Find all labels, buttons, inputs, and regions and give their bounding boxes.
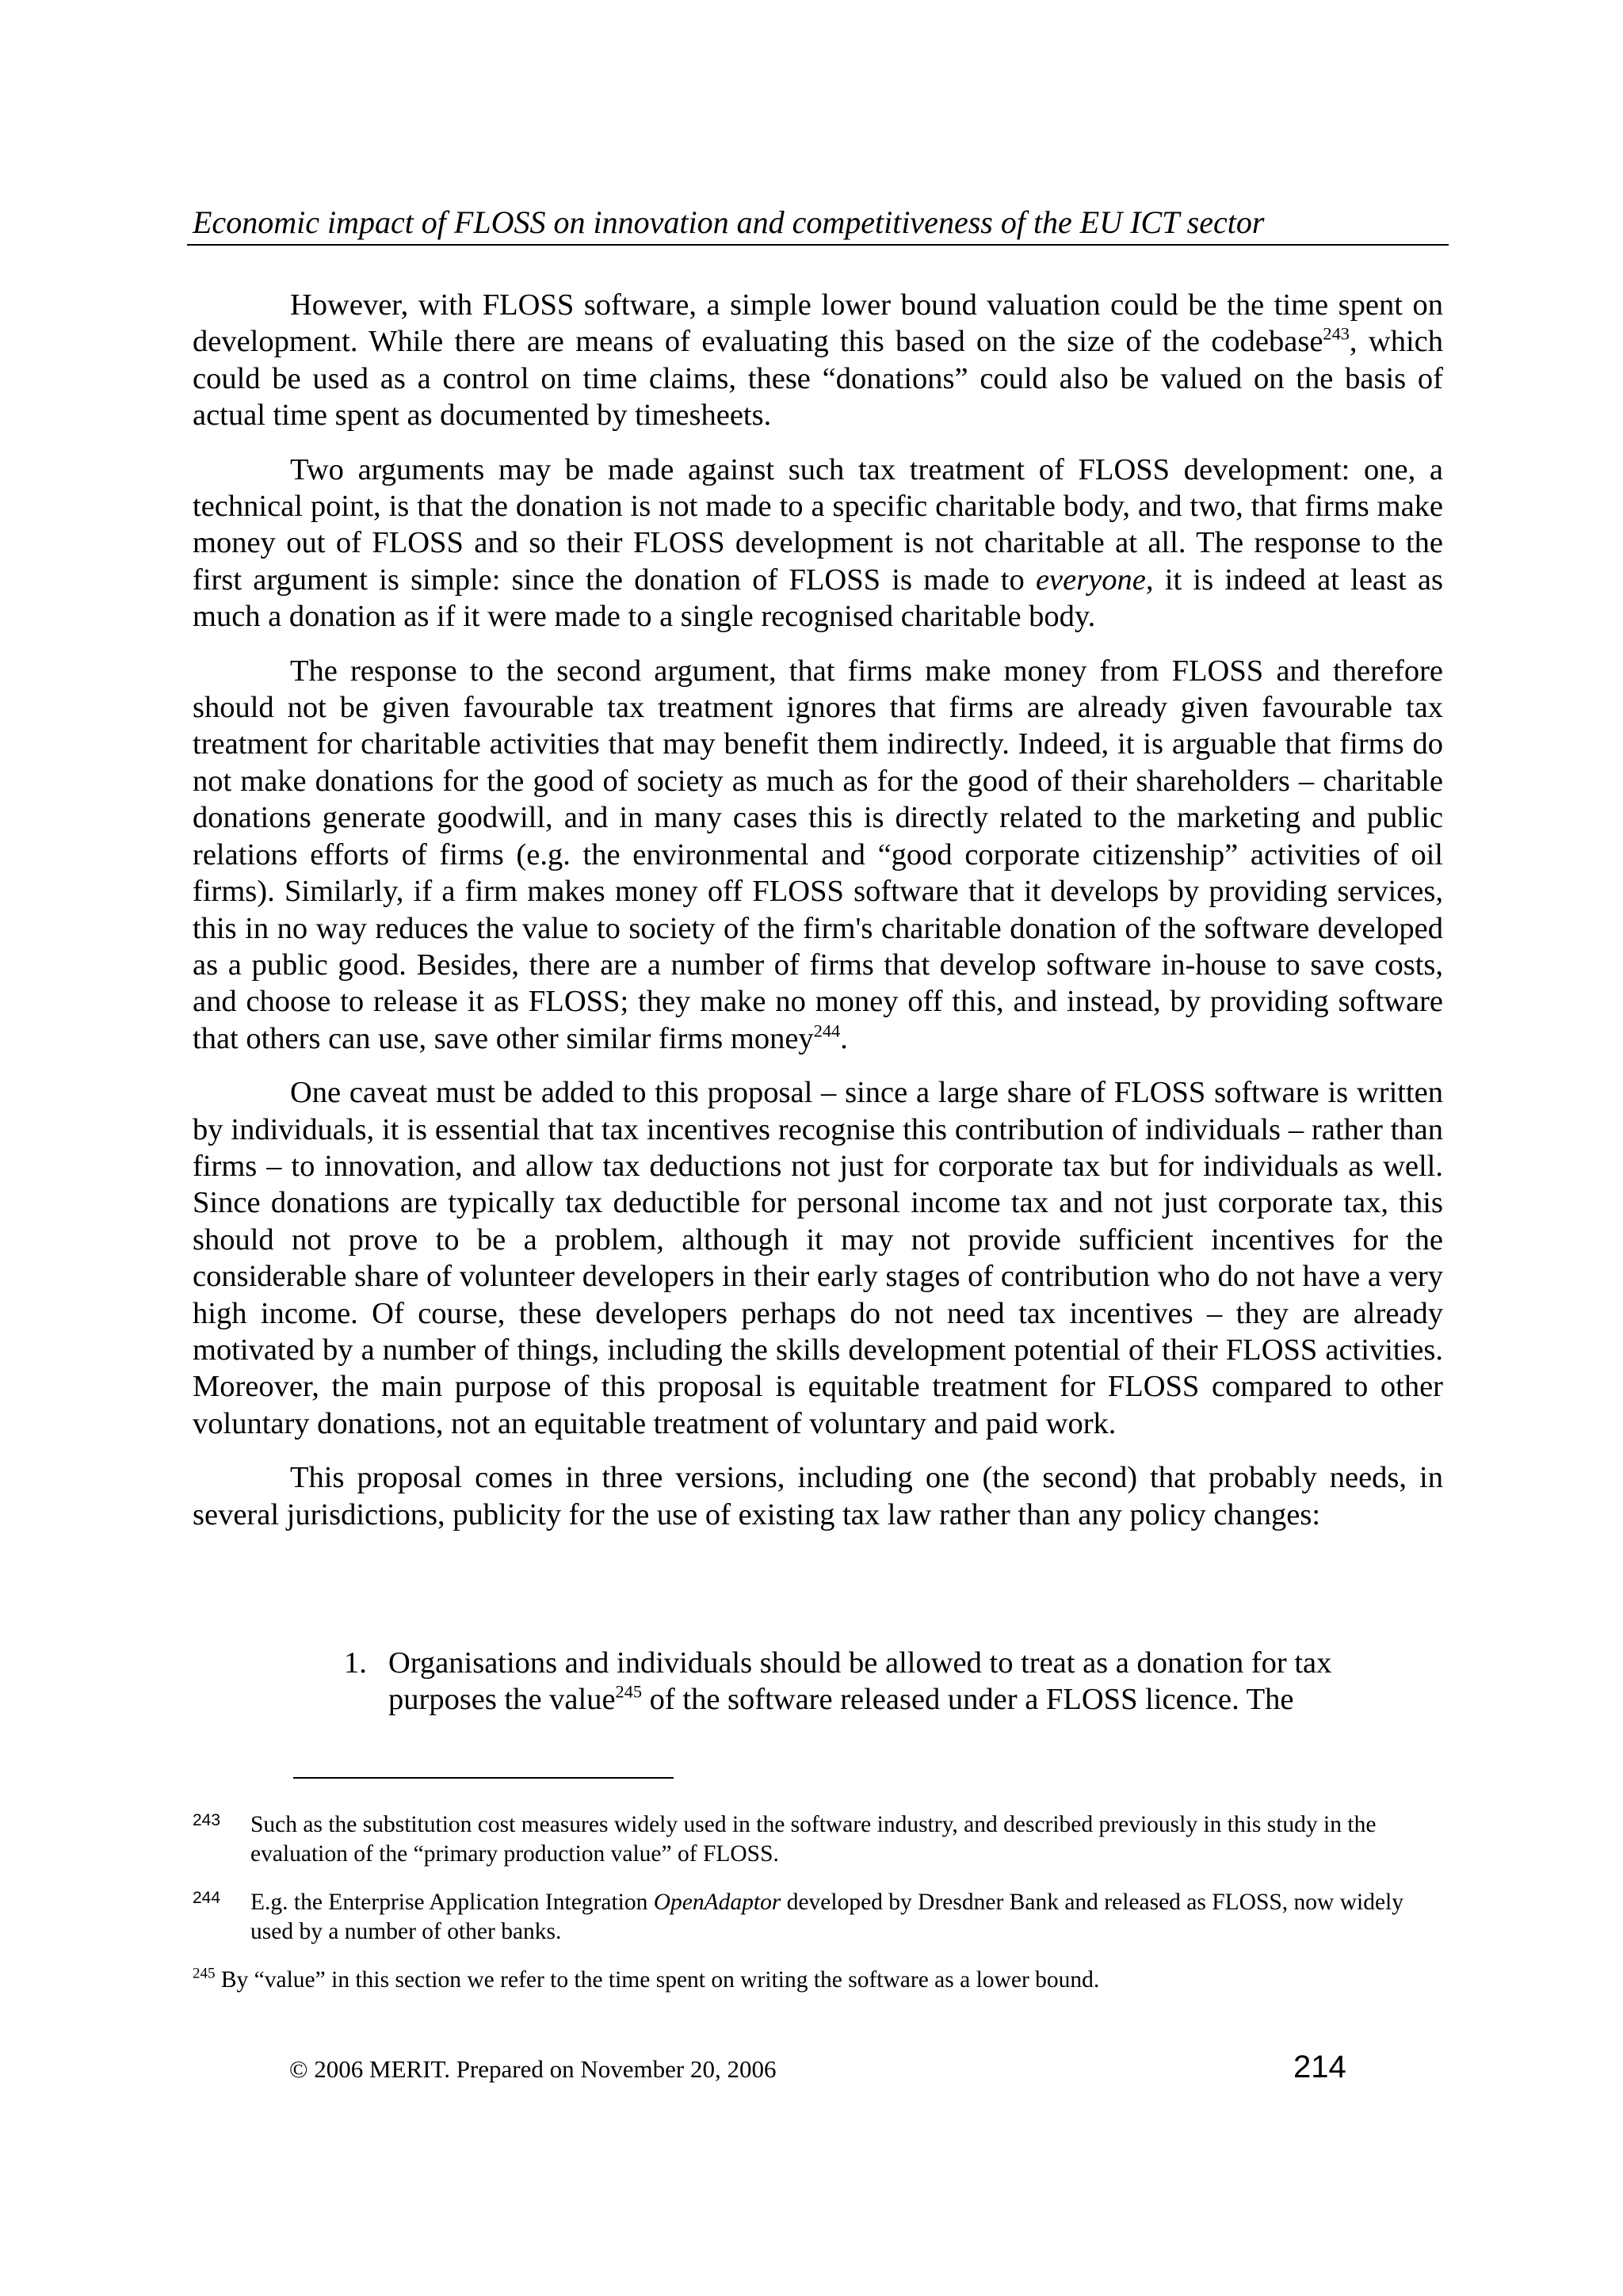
footnote-mark: 243	[193, 1811, 221, 1829]
paragraph-2-emphasis: everyone,	[1035, 563, 1154, 597]
paragraph-3-text-a: The response to the second argument, that firms make money from FLOSS and therefore should not be given favourable tax treatment ignores that firms are already given favourable tax treatment for charitable activities that may benefit them indirectly. Indeed, it is arguable that firms do not make donations for the good of society as much as for the good of their shareholders – charitable donations generate goodwill, and in many cases this is directly related to the marketing and public relations efforts of firms (e.g. the environmental and “good corporate citizenship” activities of oil firms). Similarly, if a firm makes money off FLOSS software that it develops by providing services, this in no way reduces the value to society of the firm's charitable donation of the software developed as a public good. Besides, there are a number of firms that develop software in-house to save costs, and choose to release it as FLOSS; they make no money off this, and instead, by providing software that others can use, save other similar firms money	[193, 654, 1443, 1055]
list-item-text-a: Organisations and individuals should be allowed to treat as a donation for tax purposes the value	[388, 1646, 1332, 1717]
paragraph-1-text-b: , which could be used as a control on time claims, these “donations” could also be valued on the basis of actual time spent as documented by timesheets.	[193, 325, 1443, 433]
paragraph-1-text-a: However, with FLOSS software, a simple lower bound valuation could be the time spent on development. While there are means of evaluating this based on the size of the codebase	[193, 288, 1443, 359]
header-rule	[187, 244, 1449, 246]
page-number: 214	[1293, 2050, 1346, 2084]
footnote-ref-245: 245	[615, 1681, 643, 1702]
footnote-text-b: developed by Dresdner Bank and released as FLOSS, now widely used by a number of other banks.	[250, 1890, 1403, 1944]
footnote-text-a: E.g. the Enterprise Application Integration	[250, 1890, 654, 1915]
paragraph-3	[193, 653, 1443, 1057]
footnote-text: By “value” in this section we refer to the time spent on writing the software as a lower bound.	[215, 1967, 1100, 1993]
paragraph-5: This proposal comes in three versions, including one (the second) that probably needs, in several jurisdictions, publicity for the use of existing tax law rather than any policy changes:	[193, 1461, 1443, 1531]
footnote-separator	[293, 1777, 674, 1779]
footnote-243	[193, 1810, 1445, 1869]
footnote-mark: 244	[193, 1889, 221, 1907]
footnote-text	[250, 1888, 1445, 1947]
footnotes	[193, 1810, 1445, 2014]
paragraph-4: One caveat must be added to this proposal – since a large share of FLOSS software is written by individuals, it is essential that tax incentives recognise this contribution of individuals – rather than firms – to innovation, and allow tax deductions not just for corporate tax but for individuals as well. Since donations are typically tax deductible for personal income tax and not just corporate tax, this should not prove to be a problem, although it may not provide sufficient incentives for the considerable share of volunteer developers in their early stages of contribution who do not have a very high income. Of course, these developers perhaps do not need tax incentives – they are already motivated by a number of things, including the skills development potential of their FLOSS activities. Moreover, the main purpose of this proposal is equitable treatment for FLOSS compared to other voluntary donations, not an equitable treatment of voluntary and paid work.	[193, 1076, 1443, 1440]
paragraph-2-text-a: Two arguments may be made against such tax treatment of FLOSS development: one, a technical point, is that the donation is not made to a specific charitable body, and two, that firms make money out of FLOSS and so their FLOSS development is not charitable at all. The response to the first argument is simple: since the donation of FLOSS is made to	[193, 452, 1443, 597]
paragraph-1	[193, 287, 1443, 434]
paragraph-3-text-b: .	[840, 1021, 848, 1055]
footnote-245	[193, 1966, 1445, 1995]
running-header: Economic impact of FLOSS on innovation and competitiveness of the EU ICT sector	[193, 204, 1265, 240]
footnote-mark: 245	[193, 1965, 216, 1982]
footnote-ref-244: 244	[813, 1020, 841, 1041]
numbered-list-item-1	[344, 1645, 1442, 1718]
footer-copyright: © 2006 MERIT. Prepared on November 20, 2006	[289, 2055, 777, 2083]
footnote-text: Such as the substitution cost measures widely used in the software industry, and described previously in this study in the evaluation of the “primary production value” of FLOSS.	[250, 1812, 1377, 1867]
list-item-text-b: of the software released under a FLOSS licence. The	[642, 1683, 1294, 1717]
paragraph-2	[193, 452, 1443, 635]
paragraph-2-text-b: it is indeed at least as much a donation as if it were made to a single recognised charitable body.	[193, 563, 1443, 634]
footnote-emphasis: OpenAdaptor	[653, 1890, 781, 1915]
list-item-number: 1.	[344, 1646, 367, 1680]
body-text	[193, 287, 1443, 1550]
footnote-244	[193, 1888, 1445, 1947]
footnote-ref-243: 243	[1323, 323, 1350, 344]
